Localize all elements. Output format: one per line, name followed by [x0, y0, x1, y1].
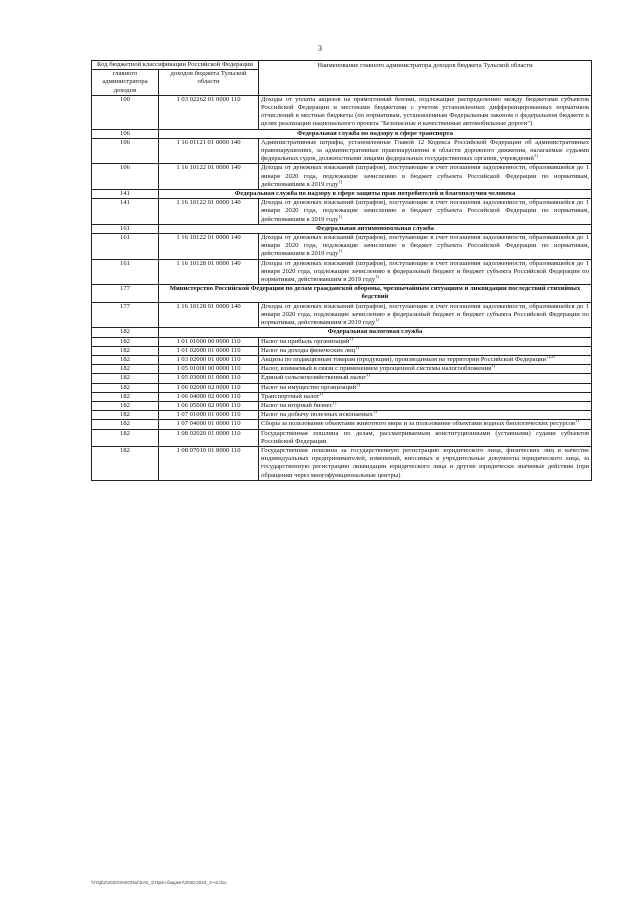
admin-code-cell: 182 [92, 401, 159, 410]
footnote-marker: 1) [372, 408, 377, 414]
admin-code-cell: 141 [92, 199, 159, 225]
revenue-name-cell [259, 383, 592, 392]
revenue-name-text: Акцизы по подакцизным товарам (продукции), производимым на территории Российской Федерации [261, 355, 547, 363]
revenue-name-cell [259, 234, 592, 260]
admin-code-cell: 182 [92, 429, 159, 446]
table-row [92, 365, 592, 374]
admin-code-cell: 182 [92, 411, 159, 420]
revenue-code-cell: 1 03 02262 01 0000 110 [159, 95, 259, 129]
revenue-name-cell [259, 446, 592, 480]
revenue-name-text: Доходы от денежных взысканий (штрафов), поступающие в счет погашения задолженности, образовавшейся до 1 января 2020 года, подлежащие зачислению в федеральный бюджет и бюджет субъекта Российской Федерации по нормативам, действовавшим в 2019 году [261, 302, 590, 327]
revenue-name-text: Налог, взимаемый в связи с применением упрощенной системы налогообложения [261, 365, 492, 373]
header-row-1 [92, 61, 592, 70]
revenue-code-cell: 1 08 07010 01 8000 110 [159, 446, 259, 480]
table-row [92, 302, 592, 328]
revenue-code-cell: 1 01 02000 01 0000 110 [159, 346, 259, 355]
revenue-name-cell [259, 302, 592, 328]
revenue-code-cell: 1 07 01000 01 0000 110 [159, 411, 259, 420]
revenue-name-cell [259, 392, 592, 401]
footnote-marker: 1) [349, 335, 354, 341]
footnote-marker: 1),2) [546, 353, 555, 359]
admin-code-cell: 182 [92, 328, 159, 337]
table-row [92, 138, 592, 164]
revenue-name-cell [259, 401, 592, 410]
footnote-marker: 1) [332, 399, 337, 405]
footnote-marker: 1) [366, 372, 370, 378]
kbk-group-header: Код бюджетной классификации Российской Федерации [92, 61, 259, 70]
revenue-name-text: Административные штрафы, установленные Главой 12 Кодекса Российской Федерации об административных правонарушениях, за административные правонарушения в области дорожного движения, налагаемые судьями федеральных судов, должностными лицами федеральных государственных органов, учреждений [261, 138, 590, 163]
revenue-name-text: Доходы от денежных взысканий (штрафов), поступающие в счет погашения задолженности, образовавшейся до 1 января 2020 года, подлежащие зачислению в федеральный бюджет и бюджет субъекта Российской Федерации по нормативам, действовавшим в 2019 году [261, 259, 590, 284]
section-title-row [92, 190, 592, 199]
revenue-name-text: Государственная пошлина за государственную регистрацию юридического лица, физических лиц в качестве индивидуальных предпринимателей, изменений, вносимых в учредительные документы юридического лица, за государственную регистрацию ликвидации юридического лица и другие юридически значимые действия (при обращении через многофункциональные центры) [261, 446, 590, 479]
admin-code-cell: 182 [92, 337, 159, 346]
revenue-name-cell [259, 164, 592, 190]
table-row [92, 234, 592, 260]
revenue-name-text: Единый сельскохозяйственный налог [261, 374, 367, 382]
admin-code-cell: 100 [92, 95, 159, 129]
table-row [92, 95, 592, 129]
footnote-marker: 1) [338, 178, 343, 184]
table-row [92, 346, 592, 355]
table-row [92, 429, 592, 446]
section-title-row [92, 224, 592, 233]
table-row [92, 411, 592, 420]
table-row [92, 392, 592, 401]
admin-code-cell: 182 [92, 383, 159, 392]
table-row [92, 259, 592, 285]
revenue-name-text: Сборы за пользование объектами животного мира и за пользование объектами водных биологических ресурсов [261, 420, 576, 428]
revenue-name-text: Доходы от денежных взысканий (штрафов), поступающие в счет погашения задолженности, образовавшейся до 1 января 2020 года, подлежащие зачислению в бюджет субъекта Российской Федерации по нормативам, действовавшим в 2019 году [261, 234, 590, 258]
footnote-marker: 1) [575, 418, 579, 424]
table-row [92, 355, 592, 364]
footnote-marker: 1) [338, 248, 343, 254]
revenue-code-cell: 1 16 10122 01 0000 140 [159, 199, 259, 225]
revenue-name-text: Налог на доходы физических лиц [261, 346, 356, 354]
revenue-name-text: Транспортный налог [261, 392, 320, 400]
revenue-name-text: Доходы от уплаты акцизов на прямогонный бензин, подлежащие распределению между бюджетами субъектов Российской Федерации и местными бюджетами с учетом установленных дифференцированных нормативов отчислений в местные бюджеты (по нормативам, установленным Федеральным законом о федеральном бюджете в целях реализации национального проекта "Безопасные и качественные автомобильные дороги") [261, 95, 590, 128]
revenue-name-cell [259, 95, 592, 129]
admin-code-cell: 182 [92, 365, 159, 374]
revenue-code-cell: 1 01 01000 00 0000 110 [159, 337, 259, 346]
table-row [92, 401, 592, 410]
table-row [92, 337, 592, 346]
revenue-code-cell: 1 16 10128 01 0000 140 [159, 302, 259, 328]
footnote-marker: 1) [375, 316, 379, 322]
revenue-name-text: Доходы от денежных взысканий (штрафов), поступающие в счет погашения задолженности, образовавшейся до 1 января 2020 года, подлежащие зачислению в бюджет субъекта Российской Федерации по нормативам, действовавшим в 2019 году [261, 164, 590, 188]
revenue-code-cell: 1 05 01000 00 0000 110 [159, 365, 259, 374]
admin-code-cell: 177 [92, 285, 159, 302]
revenue-name-text: Государственная пошлина по делам, рассматриваемым конституционными (уставными) судами субъектов Российской Федерации [261, 429, 590, 445]
revenue-name-cell [259, 337, 592, 346]
revenue-code-cell: 1 06 04000 02 0000 110 [159, 392, 259, 401]
revenue-name-cell [259, 199, 592, 225]
section-title-row [92, 328, 592, 337]
table-row [92, 383, 592, 392]
administrator-title: Министерство Российской Федерации по делам гражданской обороны, чрезвычайным ситуациям и ликвидации последствий стихийных бедствий [159, 285, 592, 302]
revenue-name-text: Налог на прибыль организаций [261, 337, 350, 345]
admin-code-cell: 182 [92, 346, 159, 355]
revenue-code-cell: 1 03 02000 01 0000 110 [159, 355, 259, 364]
admin-code-cell: 106 [92, 129, 159, 138]
revenue-name-text: Налог на имущество организаций [261, 383, 357, 391]
footnote-marker: 1) [533, 153, 538, 159]
admin-code-cell: 161 [92, 259, 159, 285]
revenue-code-cell: 1 06 02000 02 0000 110 [159, 383, 259, 392]
administrator-title: Федеральная служба по надзору в сфере транспорта [159, 129, 592, 138]
revenue-table [91, 60, 592, 481]
admin-code-cell: 161 [92, 234, 159, 260]
page-number: 3 [318, 44, 322, 53]
revenue-code-cell: 1 16 01121 01 0000 140 [159, 138, 259, 164]
table-row [92, 374, 592, 383]
footnote-marker: 1) [356, 381, 360, 387]
revenue-name-text: Налог на игорный бизнес [261, 401, 333, 409]
admin-code-cell: 177 [92, 302, 159, 328]
revenue-code-cell: 1 08 02020 01 0000 110 [159, 429, 259, 446]
revenue-code-cell: 1 05 03000 01 0000 110 [159, 374, 259, 383]
table-row [92, 446, 592, 480]
section-title-row [92, 285, 592, 302]
admin-code-cell: 141 [92, 190, 159, 199]
table-row [92, 420, 592, 429]
administrator-title: Федеральная антимонопольная служба [159, 224, 592, 233]
revenue-name-cell [259, 346, 592, 355]
admin-code-cell: 106 [92, 164, 159, 190]
revenue-name-cell [259, 429, 592, 446]
revenue-code-cell: 1 07 04000 01 0000 110 [159, 420, 259, 429]
admin-code-cell: 182 [92, 446, 159, 480]
revenue-name-cell [259, 420, 592, 429]
revenue-code-cell: 1 16 10122 01 0000 140 [159, 234, 259, 260]
footnote-marker: 1) [338, 213, 343, 219]
footnote-marker: 1) [375, 273, 379, 279]
administrator-title: Федеральная служба по надзору в сфере защиты прав потребителей и благополучия человека [159, 190, 592, 199]
revenue-column-header: доходов бюджета Тульской области [159, 70, 259, 96]
revenue-name-text: Доходы от денежных взысканий (штрафов), поступающие в счет погашения задолженности, образовавшейся до 1 января 2020 года, подлежащие зачислению в бюджет субъекта Российской Федерации по нормативам, действовавшим в 2019 году [261, 199, 590, 223]
name-column-header: Наименование главного администратора доходов бюджета Тульской области [259, 61, 592, 96]
revenue-name-cell [259, 408, 592, 420]
admin-code-cell: 182 [92, 374, 159, 383]
revenue-name-cell [259, 138, 592, 164]
revenue-name-cell [259, 259, 592, 285]
revenue-name-cell [259, 362, 592, 374]
admin-code-cell: 106 [92, 138, 159, 164]
table-row [92, 164, 592, 190]
revenue-code-cell: 1 16 10122 01 0000 140 [159, 164, 259, 190]
footnote-marker: 1) [491, 362, 495, 368]
revenue-code-cell: 1 16 10128 01 0000 140 [159, 259, 259, 285]
revenue-name-cell [259, 374, 592, 383]
admin-code-cell: 182 [92, 392, 159, 401]
admin-code-cell: 182 [92, 355, 159, 364]
revenue-name-text: Налог на добычу полезных ископаемых [261, 411, 373, 419]
section-title-row [92, 129, 592, 138]
table-row [92, 199, 592, 225]
footnote-marker: 1) [355, 344, 359, 350]
revenue-code-cell: 1 06 05000 02 0000 110 [159, 401, 259, 410]
admin-code-cell: 161 [92, 224, 159, 233]
admin-column-header: главного администратора доходов [92, 70, 159, 96]
admin-code-cell: 182 [92, 420, 159, 429]
file-path-footer: \\ГОД\2\2020\ЗАКОНЫ\ЗАК_1\Прил.бюджет\2020-2022_3-ч2.doc [91, 880, 227, 885]
administrator-title: Федеральная налоговая служба [159, 328, 592, 337]
revenue-name-cell [259, 355, 592, 364]
footnote-marker: 1) [319, 390, 324, 396]
